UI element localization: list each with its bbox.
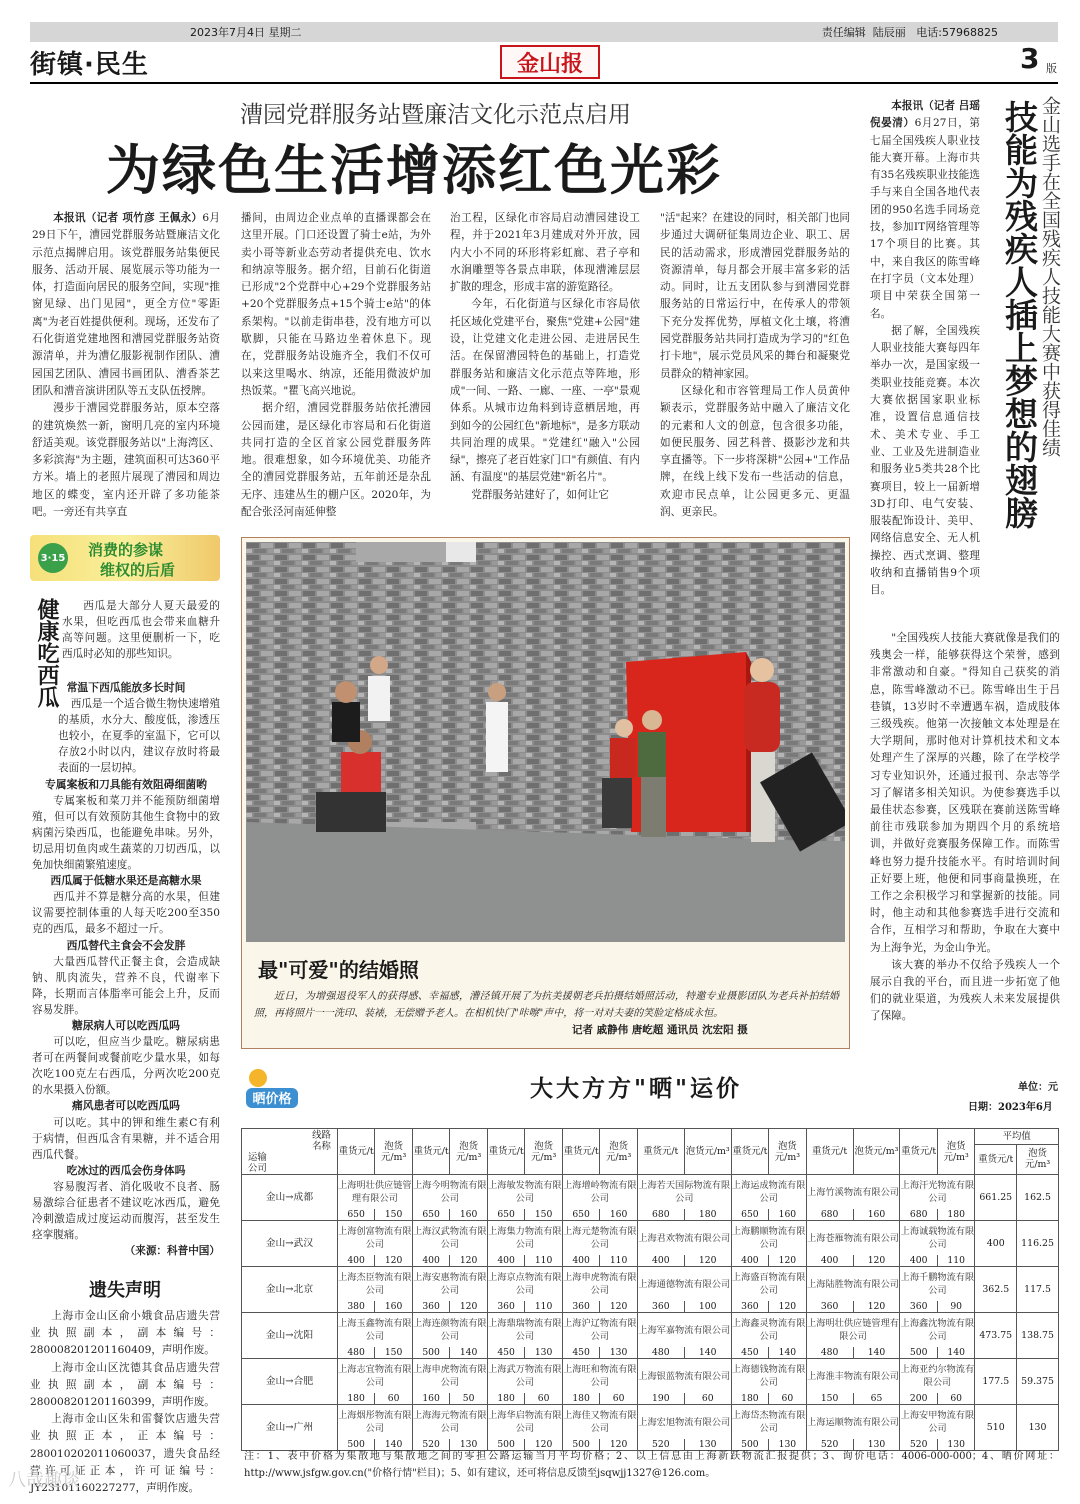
health-subhead: 专属案板和刀具能有效阻碍细菌哟 <box>45 777 207 791</box>
price-cell: 130 <box>525 1347 563 1359</box>
company-cell: 上海亚约尔物流有限公司 <box>900 1359 975 1394</box>
health-text: 西瓜并不算是糖分高的水果，但建议需要控制体重的人每天吃200至350克的西瓜，最多不超过一斤。 <box>32 891 220 936</box>
health-subhead: 糖尿病人可以吃西瓜吗 <box>72 1018 180 1032</box>
price-cell: 110 <box>937 1255 975 1267</box>
page-unit: 版 <box>1046 62 1057 75</box>
price-cell: 160 <box>412 1393 450 1405</box>
price-cell: 500 <box>900 1347 938 1359</box>
price-cell: 140 <box>684 1347 731 1359</box>
health-intro-text: 西瓜是大部分人夏天最爱的水果，但吃西瓜也会带来血糖升高等问题。这里便删析一下，吃西瓜时必知的那些知识。 <box>62 600 220 661</box>
price-cell: 120 <box>525 1439 563 1451</box>
header-heavy: 重货元/t <box>637 1129 684 1175</box>
lead-paragraph: 播间，由周边企业点单的直播课都会在这里开展。门口还设置了骑士e站，为外卖小哥等新业态劳动者提供充电、饮水和纳凉等服务。据介绍，目前石化街道已形成"2个党群中心+29个党群服务站+20个党群服务点+15个骑士e站"的体系架构。"以前走街串巷，没有地方可以歇脚，只能在马路边坐着休息下。现在，党群服务站设施齐全，我们不仅可以来这里喝水、纳凉，还能用微波炉加热饭菜。"瞿飞高兴地说。 <box>241 212 431 397</box>
issue-date: 2023年7月4日 星期二 <box>190 26 302 39</box>
lead-paragraph: "活"起来？在建设的同时，相关部门也同步通过大调研征集周边企业、职工、居民的活动需求，形成漕园党群服务站的资源清单，每月都会开展丰富多彩的活动。同时，让五支团队参与到漕园党群服务站的日常运行中，在传承人的带领下充分发挥优势，厚植文化土壤，将漕园党群服务站共同打造成为学习的"红色打卡地"，展示党员风采的舞台和凝聚党员群众的精神家园。 <box>660 212 850 380</box>
badge-315: 3·15 <box>38 543 68 573</box>
company-cell: 上海军嘉物流有限公司 <box>637 1313 731 1348</box>
route-cell: 金山→沈阳 <box>242 1313 338 1359</box>
right-headline: 技能为残疾人插上梦想的翅膀 <box>1000 100 1039 529</box>
price-cell: 60 <box>937 1393 975 1405</box>
health-text: 可以吃，但应当少量吃。糖尿病患者可在两餐间或餐前吃少量水果，如每次吃100克左右西瓜，分两次吃200克的水果摄入份额。 <box>32 1036 220 1097</box>
company-cell: 上海运顺物流有限公司 <box>806 1405 900 1440</box>
price-cell: 520 <box>637 1439 684 1451</box>
price-cell: 450 <box>731 1347 769 1359</box>
price-cell: 360 <box>562 1301 600 1313</box>
right-byline: 本报讯（记者 吕瑶 倪晏清） <box>870 100 980 130</box>
company-cell: 上海申虎物流有限公司 <box>562 1267 637 1302</box>
route-cell: 金山→武汉 <box>242 1221 338 1267</box>
price-cell: 120 <box>600 1439 638 1451</box>
price-cell: 120 <box>769 1301 807 1313</box>
price-cell: 120 <box>450 1301 488 1313</box>
header-light: 泡货元/m³ <box>525 1129 563 1175</box>
price-cell: 400 <box>337 1255 375 1267</box>
company-cell: 上海汉武物流有限公司 <box>412 1221 487 1256</box>
company-cell: 上海安甲物流有限公司 <box>900 1405 975 1440</box>
company-cell: 上海志宜物流有限公司 <box>337 1359 412 1394</box>
price-cell: 120 <box>450 1255 488 1267</box>
price-cell: 130 <box>450 1439 488 1451</box>
lead-column-3 <box>450 210 640 528</box>
company-cell: 上海佳又物流有限公司 <box>562 1405 637 1440</box>
price-cell: 400 <box>412 1255 450 1267</box>
health-text: 大量西瓜替代正餐主食，会造成缺钠、肌肉流失，营养不良，代谢率下降，长期而言体脂率可能会上升，反而容易发胖。 <box>32 955 220 1016</box>
price-cell: 120 <box>600 1301 638 1313</box>
company-cell: 上海鹏顺物流有限公司 <box>731 1221 806 1256</box>
price-unit: 单位：元 <box>1018 1082 1058 1093</box>
price-title: 大大方方"晒"运价 <box>530 1075 742 1102</box>
lost-notice: 上海市金山区沈德其食品店遗失营业执照副本，副本编号：280008201201160399，声明作废。 <box>30 1361 220 1409</box>
price-footnote: 注：1、表中价格为集散地与集散地之间的零担公路运输当月平均价格；2、以上信息由上海新跃物流汇报提供；3、询价电话：4006-000-000；4、晒价网址：http://www.jsfgw.gov.cn("价格行情"栏目)；5、如有建议，还可将信息反馈至jsqwjj1327@126.com。 <box>244 1451 1059 1479</box>
price-cell: 180 <box>937 1209 975 1221</box>
company-cell: 上海玉鑫物流有限公司 <box>337 1313 412 1348</box>
avg-heavy-cell: 473.75 <box>975 1313 1017 1359</box>
company-cell: 上海宏旭物流有限公司 <box>637 1405 731 1440</box>
avg-light-cell: 59.375 <box>1017 1359 1059 1405</box>
price-cell: 110 <box>525 1255 563 1267</box>
company-cell: 上海鑫沈物流有限公司 <box>900 1313 975 1348</box>
right-paragraph: "全国残疾人技能大赛就像是我们的残奥会一样，能够获得这个荣誉，感到非常激动和自豪。"得知自己获奖的消息，陈雪峰激动不已。陈雪峰出生于吕巷镇，13岁时不幸遭遇车祸，造成肢体三级残疾。他第一次接触文本处理是在大学期间，那时他对计算机技术和文本处理产生了深厚的兴趣，除了在学校学习专业知识外，还通过报刊、杂志等学习了解诸多相关知识。为使参赛选手以最佳状态参赛，区残联在赛前送陈雪峰前往市残联参加为期四个月的系统培训，并做好竞赛服务保障工作。而陈雪峰也努力提升技能水平。有时培训时间正好要上班，他便和同事商量换班，在工作之余积极学习和掌握新的技能。同时，他主动和其他参赛选手进行交流和合作，互相学习和帮助，争取在大赛中为上海争光，为金山争光。 <box>870 632 1060 954</box>
company-cell: 上海岱杰物流有限公司 <box>731 1405 806 1440</box>
price-cell: 500 <box>412 1347 450 1359</box>
company-cell: 上海旺和物流有限公司 <box>562 1359 637 1394</box>
price-cell: 650 <box>487 1209 525 1221</box>
price-cell: 650 <box>412 1209 450 1221</box>
header-light: 泡货元/m³ <box>853 1129 900 1175</box>
price-cell: 520 <box>412 1439 450 1451</box>
avg-heavy-cell: 177.5 <box>975 1359 1017 1405</box>
hdr-name: 名称 <box>312 1140 331 1152</box>
price-cell: 150 <box>375 1209 413 1221</box>
company-cell: 上海沪辽物流有限公司 <box>562 1313 637 1348</box>
price-logo-icon <box>244 1066 300 1112</box>
company-cell: 上海鼎瑞物流有限公司 <box>487 1313 562 1348</box>
lead-paragraph: 漫步于漕园党群服务站，原本空落的建筑焕然一新，窗明几亮的室内环境舒适美观。该党群服务站以"上海湾区、多彩滨海"为主题，建筑面积可达360平方米。墙上的老照片展现了漕园和周边地区的蝶变，室内还开辟了多功能茶吧。一旁还有共享直 <box>32 402 220 519</box>
health-text: 专属案板和菜刀并不能预防细菌增殖，但可以有效预防其他生食物中的致病菌污染西瓜，也能避免串味。另外，切忌用切鱼肉或生蔬菜的刀切西瓜，以免加快细菌繁殖速度。 <box>32 794 220 872</box>
lost-notice: 上海市金山区朱和雷餐饮店遗失营业执照正本，正本编号：280010202011060037，遗失食品经营许可证正本，许可证编号：JY23101160227277，声明作废。 <box>30 1413 220 1495</box>
route-cell: 金山→成都 <box>242 1175 338 1221</box>
page-number: 3 <box>1020 42 1040 75</box>
company-cell: 上海陆胜物流有限公司 <box>806 1267 900 1302</box>
health-title: 健康吃西瓜 <box>34 598 59 708</box>
lead-column-1 <box>32 210 220 528</box>
company-cell: 上海苍雁物流有限公司 <box>806 1221 900 1256</box>
header-heavy: 重货元/t <box>412 1129 450 1175</box>
price-cell: 130 <box>769 1439 807 1451</box>
health-subhead: 西瓜属于低糖水果还是高糖水果 <box>50 874 202 888</box>
price-cell: 160 <box>375 1301 413 1313</box>
company-cell: 上海明壮供应链管理有限公司 <box>337 1175 412 1210</box>
editor-info <box>822 24 998 40</box>
price-cell: 50 <box>450 1393 488 1405</box>
watermark: 八哉趣谈 <box>8 1470 80 1491</box>
price-cell: 120 <box>853 1301 900 1313</box>
price-cell: 120 <box>375 1255 413 1267</box>
company-cell: 上海创富物流有限公司 <box>337 1221 412 1256</box>
company-cell: 上海集力物流有限公司 <box>487 1221 562 1256</box>
health-subhead: 痛风患者可以吃西瓜吗 <box>72 1099 180 1113</box>
price-cell: 160 <box>600 1209 638 1221</box>
lead-paragraph: 6月29日下午，漕园党群服务站暨廉洁文化示范点揭牌启用。该党群服务站集便民服务、活动开展、展览展示等功能为一体，打造面向居民的服务空间，实现"推窗见绿、出门见园"，更全方位"零距离"为老百姓提供便利。现场，还发布了石化街道党建地图和漕园党群服务站资源清单，并为漕亿服影视制作团队、漕园国艺团队、漕园书画团队、漕香茶艺团队和漕音演讲团队等五支队伍授牌。 <box>32 212 220 397</box>
price-cell: 60 <box>684 1393 731 1405</box>
price-cell: 650 <box>337 1209 375 1221</box>
company-cell: 上海若天国际物流有限公司 <box>637 1175 731 1210</box>
price-cell: 130 <box>684 1439 731 1451</box>
company-cell: 上海明壮供应链管理有限公司 <box>806 1313 900 1348</box>
company-cell: 上海德钱物流有限公司 <box>731 1359 806 1394</box>
price-cell: 450 <box>562 1347 600 1359</box>
price-cell: 450 <box>487 1347 525 1359</box>
header-light: 泡货元/m³ <box>684 1129 731 1175</box>
company-cell: 上海安惠物流有限公司 <box>412 1267 487 1302</box>
lead-paragraph: 区绿化和市容管理局工作人员黄仲颖表示，党群服务站中融入了廉洁文化的元素和人文的创意，包含很多功能，如便民服务、园艺科普、摄影沙龙和共享直播等。下一步将深耕"公园+"工作品牌，在线上线下发布一些活动的信息，欢迎市民点单，让公园更多元、更温润、更亲民。 <box>660 384 850 519</box>
price-cell: 140 <box>450 1347 488 1359</box>
price-cell: 150 <box>375 1347 413 1359</box>
price-cell: 60 <box>769 1393 807 1405</box>
health-body <box>32 680 220 1260</box>
company-cell: 上海武万物流有限公司 <box>487 1359 562 1394</box>
price-cell: 60 <box>600 1393 638 1405</box>
price-cell: 360 <box>637 1301 684 1313</box>
lead-column-4 <box>660 210 850 528</box>
company-cell: 上海申虎物流有限公司 <box>412 1359 487 1394</box>
health-text: 容易腹泻者、消化吸收不良者、肠易激综合征患者不建议吃冰西瓜，避免冷刺激造成过度运动而腹泻，甚至发生痉挛腹痛。 <box>32 1180 220 1242</box>
table-row <box>242 1267 1059 1302</box>
lead-paragraph: 党群服务站建好了，如何让它 <box>471 488 609 501</box>
company-cell: 上海华启物流有限公司 <box>487 1405 562 1440</box>
company-cell: 上海今明物流有限公司 <box>412 1175 487 1210</box>
price-cell: 200 <box>900 1393 938 1405</box>
lead-paragraph: 治工程，区绿化市容局启动漕园建设工程，并于2021年3月建成对外开放，园内大小不同的环形将彩虹廊、君子亭和水涧雕塑等各景点串联，体现漕滩层层扩散的理念，形成丰富的游览路径。 <box>450 212 640 294</box>
price-cell: 180 <box>487 1393 525 1405</box>
price-cell: 400 <box>487 1255 525 1267</box>
header-light: 泡货元/m³ <box>375 1129 413 1175</box>
health-text: 可以吃。其中的钾和维生素C有利于病情，但西瓜含有果糖，并不适合用西瓜代餐。 <box>32 1116 220 1161</box>
price-cell: 65 <box>853 1393 900 1405</box>
price-cell: 190 <box>637 1393 684 1405</box>
header-heavy: 重货元/t <box>562 1129 600 1175</box>
company-cell: 上海竹溪物流有限公司 <box>806 1175 900 1210</box>
avg-light-cell: 138.75 <box>1017 1313 1059 1359</box>
lead-headline: 为绿色生活增添红色光彩 <box>106 139 722 202</box>
company-cell: 上海运成物流有限公司 <box>731 1175 806 1210</box>
company-cell: 上海千鹏物流有限公司 <box>900 1267 975 1302</box>
price-cell: 140 <box>853 1347 900 1359</box>
photo-credit: 记者 戚静伟 唐屹超 通讯员 沈宏阳 摄 <box>572 1024 748 1036</box>
editor-phone: 电话:57968825 <box>916 26 998 39</box>
freight-price-table <box>241 1128 1059 1451</box>
header-heavy: 重货元/t <box>900 1129 938 1175</box>
header-heavy: 重货元/t <box>337 1129 375 1175</box>
lead-paragraph: 今年，石化街道与区绿化市容局依托区域化党建平台，聚焦"党建+公园"建设，让党建文化走进公园、走进居民生活。在保留漕园特色的基础上，打造党群服务站和廉洁文化示范点等阵地，形成"一间、一路、一廊、一座、一亭"景观体系。从城市边角料到诗意栖居地，再到如今的公园红色"新地标"，是多方联动共同治理的成果。"党建红"融入"公园绿"，擦亮了老百姓家门口"有颜值、有内涵、有温度"的基层党建"新名片"。 <box>450 298 640 484</box>
company-cell: 上海元楚物流有限公司 <box>562 1221 637 1256</box>
route-cell: 金山→北京 <box>242 1267 338 1313</box>
price-cell: 360 <box>487 1301 525 1313</box>
table-row <box>242 1405 1059 1440</box>
price-cell: 90 <box>937 1301 975 1313</box>
avg-heavy-cell: 510 <box>975 1405 1017 1451</box>
health-source: （来源：科普中国） <box>124 1245 220 1258</box>
photo-caption: 近日，为增强退役军人的获得感、幸福感，漕泾镇开展了为抗美援朝老兵拍摄结婚照活动，特邀专业摄影团队为老兵补拍结婚照，再将照片一一洗印、装裱，无偿赠予老人。在相机快门"咔嚓"声中，将一对对夫妻的笑脸定格成永恒。 <box>254 991 839 1019</box>
photo-feature <box>241 537 850 1049</box>
health-intro <box>62 598 220 662</box>
avg-light-cell: 162.5 <box>1017 1175 1059 1221</box>
health-subhead: 吃冰过的西瓜会伤身体吗 <box>66 1163 186 1177</box>
price-cell: 500 <box>487 1439 525 1451</box>
lead-subtitle: 漕园党群服务站暨廉洁文化示范点启用 <box>240 102 631 128</box>
table-price-row <box>242 1301 1059 1313</box>
price-cell: 520 <box>900 1439 938 1451</box>
price-cell: 160 <box>769 1209 807 1221</box>
company-cell: 上海增岭物流有限公司 <box>562 1175 637 1210</box>
price-cell: 160 <box>450 1209 488 1221</box>
price-cell: 500 <box>731 1439 769 1451</box>
table-price-row <box>242 1255 1059 1267</box>
price-cell: 400 <box>731 1255 769 1267</box>
price-cell: 360 <box>806 1301 853 1313</box>
table-price-row <box>242 1209 1059 1221</box>
banner-line-2: 维权的后盾 <box>100 561 176 579</box>
company-cell: 上海杰臣物流有限公司 <box>337 1267 412 1302</box>
table-price-row <box>242 1393 1059 1405</box>
price-cell: 130 <box>600 1347 638 1359</box>
price-cell: 400 <box>637 1255 684 1267</box>
price-cell: 120 <box>769 1255 807 1267</box>
price-cell: 150 <box>525 1209 563 1221</box>
price-cell: 110 <box>600 1255 638 1267</box>
photo-title: 最"可爱"的结婚照 <box>258 958 419 982</box>
price-cell: 130 <box>937 1439 975 1451</box>
table-row <box>242 1175 1059 1210</box>
price-cell: 480 <box>806 1347 853 1359</box>
header-light: 泡货元/m³ <box>769 1129 807 1175</box>
price-date: 日期：2023年6月 <box>968 1102 1053 1113</box>
company-cell: 上海君欢物流有限公司 <box>637 1221 731 1256</box>
lead-paragraph: 据介绍，漕园党群服务站依托漕园公园而建，是区绿化市容局和石化街道共同打造的全区首家公园党群服务阵地。很难想象，如今环境优美、功能齐全的漕园党群服务站，五年前还是杂乱无序、违建丛生的棚户区。2020年，为配合张泾河南延伸整 <box>241 402 431 519</box>
price-cell: 150 <box>806 1393 853 1405</box>
wedding-photo-image <box>246 542 845 942</box>
header-light: 泡货元/m³ <box>450 1129 488 1175</box>
table-header-row <box>242 1129 1059 1145</box>
price-cell: 500 <box>562 1439 600 1451</box>
date-bar <box>30 22 1058 42</box>
lost-notice-title: 遗失声明 <box>89 1280 161 1301</box>
avg-light-cell: 116.25 <box>1017 1221 1059 1267</box>
price-cell: 400 <box>562 1255 600 1267</box>
newspaper-logo: 金山报 <box>500 45 600 79</box>
table-price-row <box>242 1347 1059 1359</box>
price-cell: 380 <box>337 1301 375 1313</box>
company-cell: 上海敏发物流有限公司 <box>487 1175 562 1210</box>
price-cell: 360 <box>412 1301 450 1313</box>
header-heavy: 重货元/t <box>487 1129 525 1175</box>
route-cell: 金山→广州 <box>242 1405 338 1451</box>
price-cell: 680 <box>900 1209 938 1221</box>
right-column-bottom <box>870 630 1060 1050</box>
price-logo-text: 晒价格 <box>252 1092 292 1107</box>
price-cell: 650 <box>731 1209 769 1221</box>
price-cell: 140 <box>375 1439 413 1451</box>
price-cell: 360 <box>731 1301 769 1313</box>
company-cell: 上海烟彤物流有限公司 <box>337 1405 412 1440</box>
header-route-company <box>242 1129 338 1175</box>
health-subhead: 常温下西瓜能放多长时间 <box>66 681 186 694</box>
price-cell: 140 <box>937 1347 975 1359</box>
right-paragraph: 该大赛的举办不仅给予残疾人一个展示自我的平台，而且进一步拓宽了他们的就业渠道，为残疾人未来发展提供了保障。 <box>870 958 1060 1023</box>
avg-heavy-cell: 400 <box>975 1221 1017 1267</box>
hdr-company: 运输公司 <box>248 1151 267 1174</box>
price-cell: 180 <box>684 1209 731 1221</box>
price-cell: 140 <box>769 1347 807 1359</box>
company-cell: 上海盛百物流有限公司 <box>731 1267 806 1302</box>
company-cell: 上海淮丰物流有限公司 <box>806 1359 900 1394</box>
company-cell: 上海京点物流有限公司 <box>487 1267 562 1302</box>
lead-column-2 <box>241 210 431 528</box>
price-cell: 360 <box>900 1301 938 1313</box>
price-cell: 60 <box>375 1393 413 1405</box>
price-cell: 520 <box>806 1439 853 1451</box>
price-cell: 680 <box>637 1209 684 1221</box>
lost-notice: 上海市金山区俞小娥食品店遗失营业执照副本，副本编号：280008201201160409，声明作废。 <box>30 1310 220 1357</box>
header-average: 平均值 <box>975 1129 1059 1145</box>
table-row <box>242 1313 1059 1348</box>
header-avg-light: 泡货元/m³ <box>1017 1144 1059 1174</box>
price-cell: 60 <box>525 1393 563 1405</box>
right-paragraph: 据了解，全国残疾人职业技能大赛每四年举办一次，是国家级一类职业技能竞赛。本次大赛依据国家职业标准，设置信息通信技术、美术专业、手工业、工业及先进制造业和服务业5类共28个比赛项目，较上一届新增3D打印、电气安装、服装配饰设计、美甲、网络信息安全、无人机操控、西式烹调、整理收纳和直播销售9个项目。 <box>870 324 980 597</box>
company-cell: 上海诚载物流有限公司 <box>900 1221 975 1256</box>
price-cell: 650 <box>562 1209 600 1221</box>
price-cell: 120 <box>853 1255 900 1267</box>
table-row <box>242 1359 1059 1394</box>
avg-heavy-cell: 362.5 <box>975 1267 1017 1313</box>
editor-label: 责任编辑 <box>821 26 866 39</box>
price-cell: 180 <box>337 1393 375 1405</box>
price-cell: 120 <box>684 1255 731 1267</box>
price-cell: 130 <box>853 1439 900 1451</box>
header-light: 泡货元/m³ <box>600 1129 638 1175</box>
price-cell: 500 <box>337 1439 375 1451</box>
company-cell: 上海通德物流有限公司 <box>637 1267 731 1302</box>
price-cell: 110 <box>525 1301 563 1313</box>
header-avg-heavy: 重货元/t <box>975 1144 1017 1174</box>
price-cell: 400 <box>900 1255 938 1267</box>
company-cell: 上海鑫灵物流有限公司 <box>731 1313 806 1348</box>
price-cell: 180 <box>731 1393 769 1405</box>
header-heavy: 重货元/t <box>806 1129 853 1175</box>
health-text: 西瓜是一个适合微生物快速增殖的基质，水分大、酸度低，渗透压也较小，在夏季的室温下，它可以存放2小时以内，建议存放时将最表面的一层切掉。 <box>58 698 220 775</box>
header-heavy: 重货元/t <box>731 1129 769 1175</box>
company-cell: 上海汗光物流有限公司 <box>900 1175 975 1210</box>
wedding-photo <box>246 542 845 942</box>
price-cell: 480 <box>637 1347 684 1359</box>
hdr-route: 线路 <box>312 1129 331 1141</box>
company-cell: 上海连颜物流有限公司 <box>412 1313 487 1348</box>
section-title: 街镇·民生 <box>30 50 149 80</box>
price-cell: 680 <box>806 1209 853 1221</box>
route-cell: 金山→合肥 <box>242 1359 338 1405</box>
consumer-banner <box>30 535 220 581</box>
avg-heavy-cell: 661.25 <box>975 1175 1017 1221</box>
avg-light-cell: 117.5 <box>1017 1267 1059 1313</box>
price-cell: 180 <box>562 1393 600 1405</box>
company-cell: 上海海元物流有限公司 <box>412 1405 487 1440</box>
price-cell: 160 <box>853 1209 900 1221</box>
company-cell: 上海银蓝物流有限公司 <box>637 1359 731 1394</box>
avg-light-cell: 130 <box>1017 1405 1059 1451</box>
lead-byline: 本报讯（记者 项竹彦 王佩永） <box>53 212 203 224</box>
health-subhead: 西瓜替代主食会不会发胖 <box>66 938 186 952</box>
price-cell: 400 <box>806 1255 853 1267</box>
right-subtitle: 金山选手在全国残疾人技能大赛中获得佳绩 <box>1039 96 1061 457</box>
editor-name: 陆辰丽 <box>872 26 906 39</box>
price-cell: 480 <box>337 1347 375 1359</box>
right-column-top <box>870 98 980 628</box>
table-row <box>242 1221 1059 1256</box>
right-paragraph: 6月27日，第七届全国残疾人职业技能大赛开幕。上海市共有35名残疾职业技能选手与来自全国各地代表团的950名选手同场竞技，参加IT网络管理等17个项目的比赛。其中，来自我区的陈雪峰在打字员（文本处理）项目中荣获全国第一名。 <box>870 117 980 320</box>
price-cell: 100 <box>684 1301 731 1313</box>
header-light: 泡货元/m³ <box>937 1129 975 1175</box>
header-rule <box>30 82 1058 84</box>
banner-line-1: 消费的参谋 <box>88 541 164 559</box>
